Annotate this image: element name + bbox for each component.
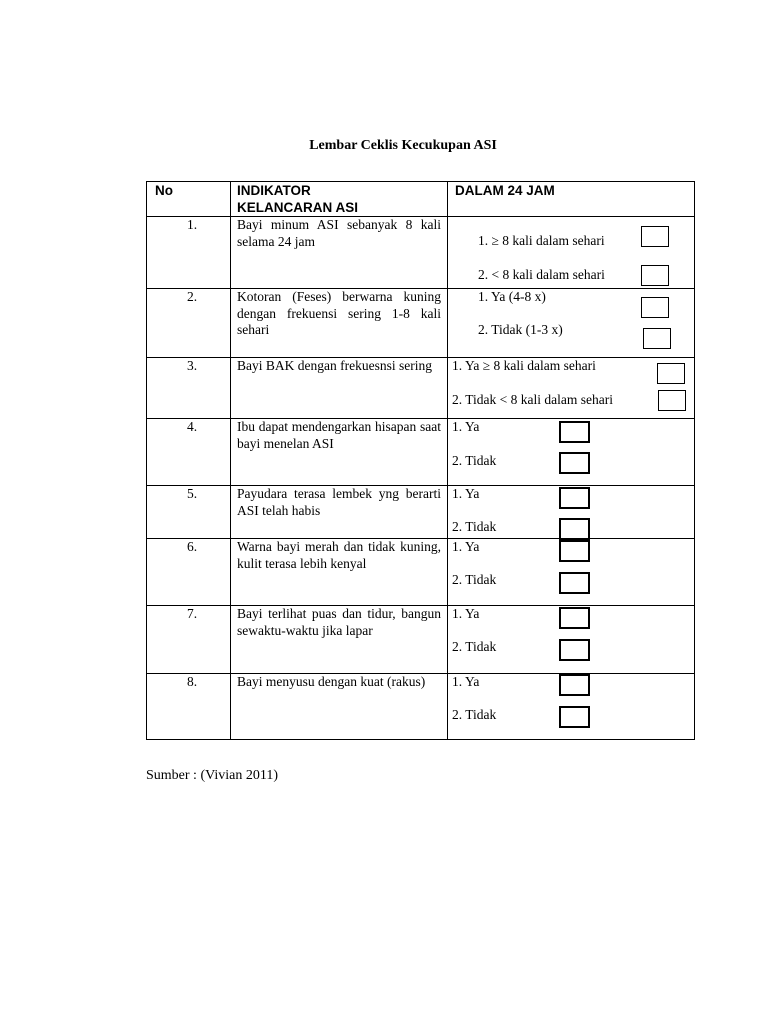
checkbox[interactable] xyxy=(559,674,590,696)
checkbox[interactable] xyxy=(641,297,669,318)
checkbox[interactable] xyxy=(657,363,685,384)
option-label: 1. Ya xyxy=(452,674,480,689)
checkbox[interactable] xyxy=(641,226,669,247)
checkbox[interactable] xyxy=(559,487,590,509)
indicator-text: Kotoran (Feses) berwarna kuning dengan frekuensi sering 1-8 kali sehari xyxy=(237,289,441,337)
option-label: 2. Tidak (1-3 x) xyxy=(478,322,563,337)
checkbox[interactable] xyxy=(559,572,590,594)
header-no: No xyxy=(155,183,173,198)
indicator-text: Bayi terlihat puas dan tidur, bangun sewaktu-waktu jika lapar xyxy=(237,606,441,638)
option-label: 2. Tidak xyxy=(452,639,497,654)
option-label: 2. Tidak xyxy=(452,707,497,722)
document-title: Lembar Ceklis Kecukupan ASI xyxy=(309,138,497,153)
option-label: 2. Tidak xyxy=(452,572,497,587)
option-label: 1. Ya ≥ 8 kali dalam sehari xyxy=(452,358,596,373)
option-label: 2. Tidak < 8 kali dalam sehari xyxy=(452,392,613,407)
row-number: 4. xyxy=(187,419,198,434)
row-number: 3. xyxy=(187,358,198,373)
indicator-text: Bayi minum ASI sebanyak 8 kali selama 24 jam xyxy=(237,217,441,249)
option-label: 1. Ya (4-8 x) xyxy=(478,289,546,304)
row-number: 8. xyxy=(187,674,198,689)
checkbox[interactable] xyxy=(559,452,590,474)
row-number: 1. xyxy=(187,217,198,232)
checkbox[interactable] xyxy=(559,706,590,728)
option-label: 1. Ya xyxy=(452,419,480,434)
option-label: 2. < 8 kali dalam sehari xyxy=(478,267,605,282)
row-number: 5. xyxy=(187,486,198,501)
row-number: 6. xyxy=(187,539,198,554)
checkbox[interactable] xyxy=(559,518,590,540)
checkbox[interactable] xyxy=(641,265,669,286)
indicator-text: Payudara terasa lembek yng berarti ASI telah habis xyxy=(237,486,441,518)
checkbox[interactable] xyxy=(658,390,686,411)
indicator-text: Warna bayi merah dan tidak kuning, kulit terasa lebih kenyal xyxy=(237,539,441,571)
checkbox[interactable] xyxy=(643,328,671,349)
header-indicator: INDIKATOR KELANCARAN ASI xyxy=(237,183,358,215)
source-citation: Sumber : (Vivian 2011) xyxy=(146,768,279,783)
row-number: 7. xyxy=(187,606,198,621)
indicator-text: Ibu dapat mendengarkan hisapan saat bayi menelan ASI xyxy=(237,419,441,451)
option-label: 1. Ya xyxy=(452,606,480,621)
checkbox[interactable] xyxy=(559,540,590,562)
option-label: 1. ≥ 8 kali dalam sehari xyxy=(478,233,605,248)
option-label: 1. Ya xyxy=(452,539,480,554)
checkbox[interactable] xyxy=(559,639,590,661)
checklist-table xyxy=(146,181,695,740)
indicator-text: Bayi menyusu dengan kuat (rakus) xyxy=(237,674,426,689)
row-number: 2. xyxy=(187,289,198,304)
header-timeframe: DALAM 24 JAM xyxy=(455,183,555,198)
option-label: 2. Tidak xyxy=(452,453,497,468)
column-divider xyxy=(447,182,448,739)
column-divider xyxy=(230,182,231,739)
option-label: 2. Tidak xyxy=(452,519,497,534)
checkbox[interactable] xyxy=(559,421,590,443)
checkbox[interactable] xyxy=(559,607,590,629)
option-label: 1. Ya xyxy=(452,486,480,501)
indicator-text: Bayi BAK dengan frekuesnsi sering xyxy=(237,358,432,373)
